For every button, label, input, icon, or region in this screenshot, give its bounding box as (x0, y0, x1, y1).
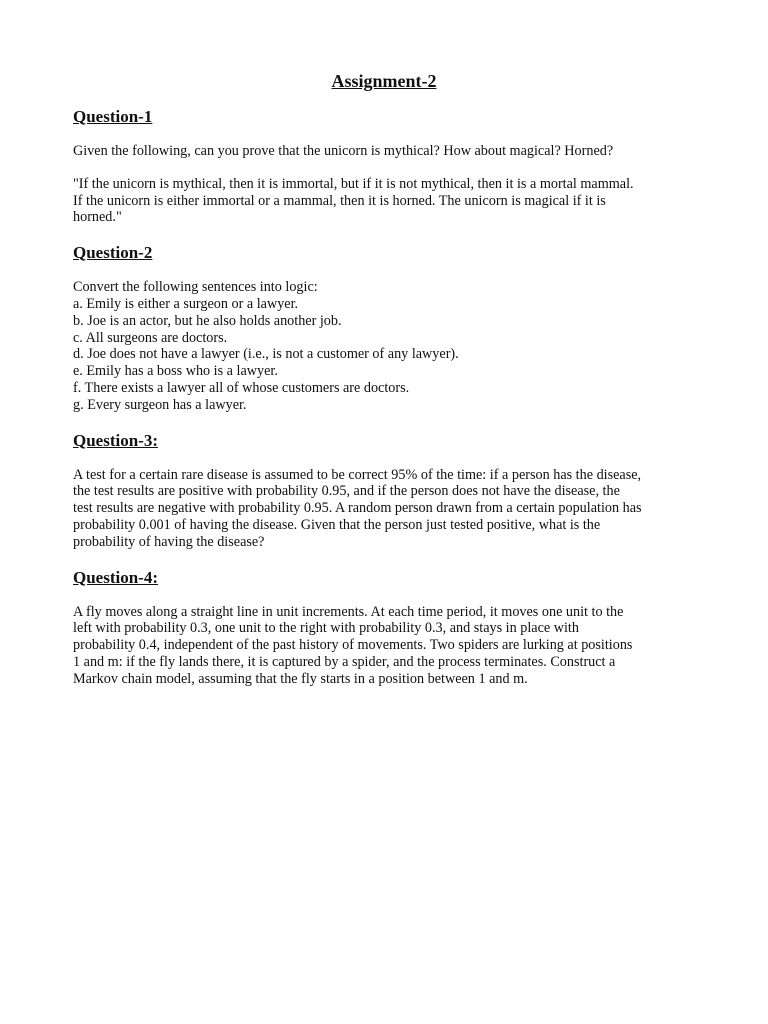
question-4-section (73, 567, 703, 688)
question-4-line: probability 0.4, independent of the past history of movements. Two spiders are lurking at positions (73, 637, 633, 654)
question-2-section (73, 242, 703, 413)
question-4-line: 1 and m: if the fly lands there, it is captured by a spider, and the process terminates. Construct a (73, 653, 616, 670)
question-3-line: the test results are positive with probability 0.95, and if the person does not have the disease, the (73, 483, 620, 500)
question-1-quote-line: "If the unicorn is mythical, then it is immortal, but if it is not mythical, then it is a mortal mammal. (73, 175, 634, 192)
question-3-section (73, 430, 703, 551)
list-item: c. All surgeons are doctors. (73, 329, 228, 346)
question-1-quote-line: horned." (73, 209, 122, 226)
question-4-line: left with probability 0.3, one unit to the right with probability 0.3, and stays in place with (73, 620, 579, 637)
list-item: b. Joe is an actor, but he also holds another job. (73, 312, 342, 329)
question-1-section (73, 106, 703, 226)
question-4-line: A fly moves along a straight line in unit increments. At each time period, it moves one unit to the (73, 603, 624, 620)
question-1-quote-line: If the unicorn is either immortal or a mammal, then it is horned. The unicorn is magical if it is (73, 192, 606, 209)
question-3-line: A test for a certain rare disease is assumed to be correct 95% of the time: if a person has the disease, (73, 466, 642, 483)
question-3-heading: Question-3: (73, 430, 158, 450)
question-4-line: Markov chain model, assuming that the fly starts in a position between 1 and m. (73, 670, 528, 687)
question-3-line: probability of having the disease? (73, 533, 265, 550)
list-item: g. Every surgeon has a lawyer. (73, 396, 247, 413)
question-4-heading: Question-4: (73, 567, 158, 587)
question-1-heading: Question-1 (73, 107, 153, 126)
list-item: a. Emily is either a surgeon or a lawyer. (73, 295, 299, 312)
list-item: d. Joe does not have a lawyer (i.e., is not a customer of any lawyer). (73, 346, 459, 363)
question-2-intro: Convert the following sentences into logic: (73, 279, 318, 296)
document-title: Assignment-2 (331, 71, 437, 91)
document-body (73, 106, 703, 688)
list-item: e. Emily has a boss who is a lawyer. (73, 363, 278, 380)
question-3-line: test results are negative with probability 0.95. A random person drawn from a certain population has (73, 500, 642, 517)
list-item: f. There exists a lawyer all of whose customers are doctors. (73, 379, 410, 396)
question-2-heading: Question-2 (73, 243, 153, 263)
question-3-line: probability 0.001 of having the disease. Given that the person just tested positive, what is the (73, 516, 601, 533)
question-1-prompt: Given the following, can you prove that the unicorn is mythical? How about magical? Horned? (73, 143, 614, 159)
